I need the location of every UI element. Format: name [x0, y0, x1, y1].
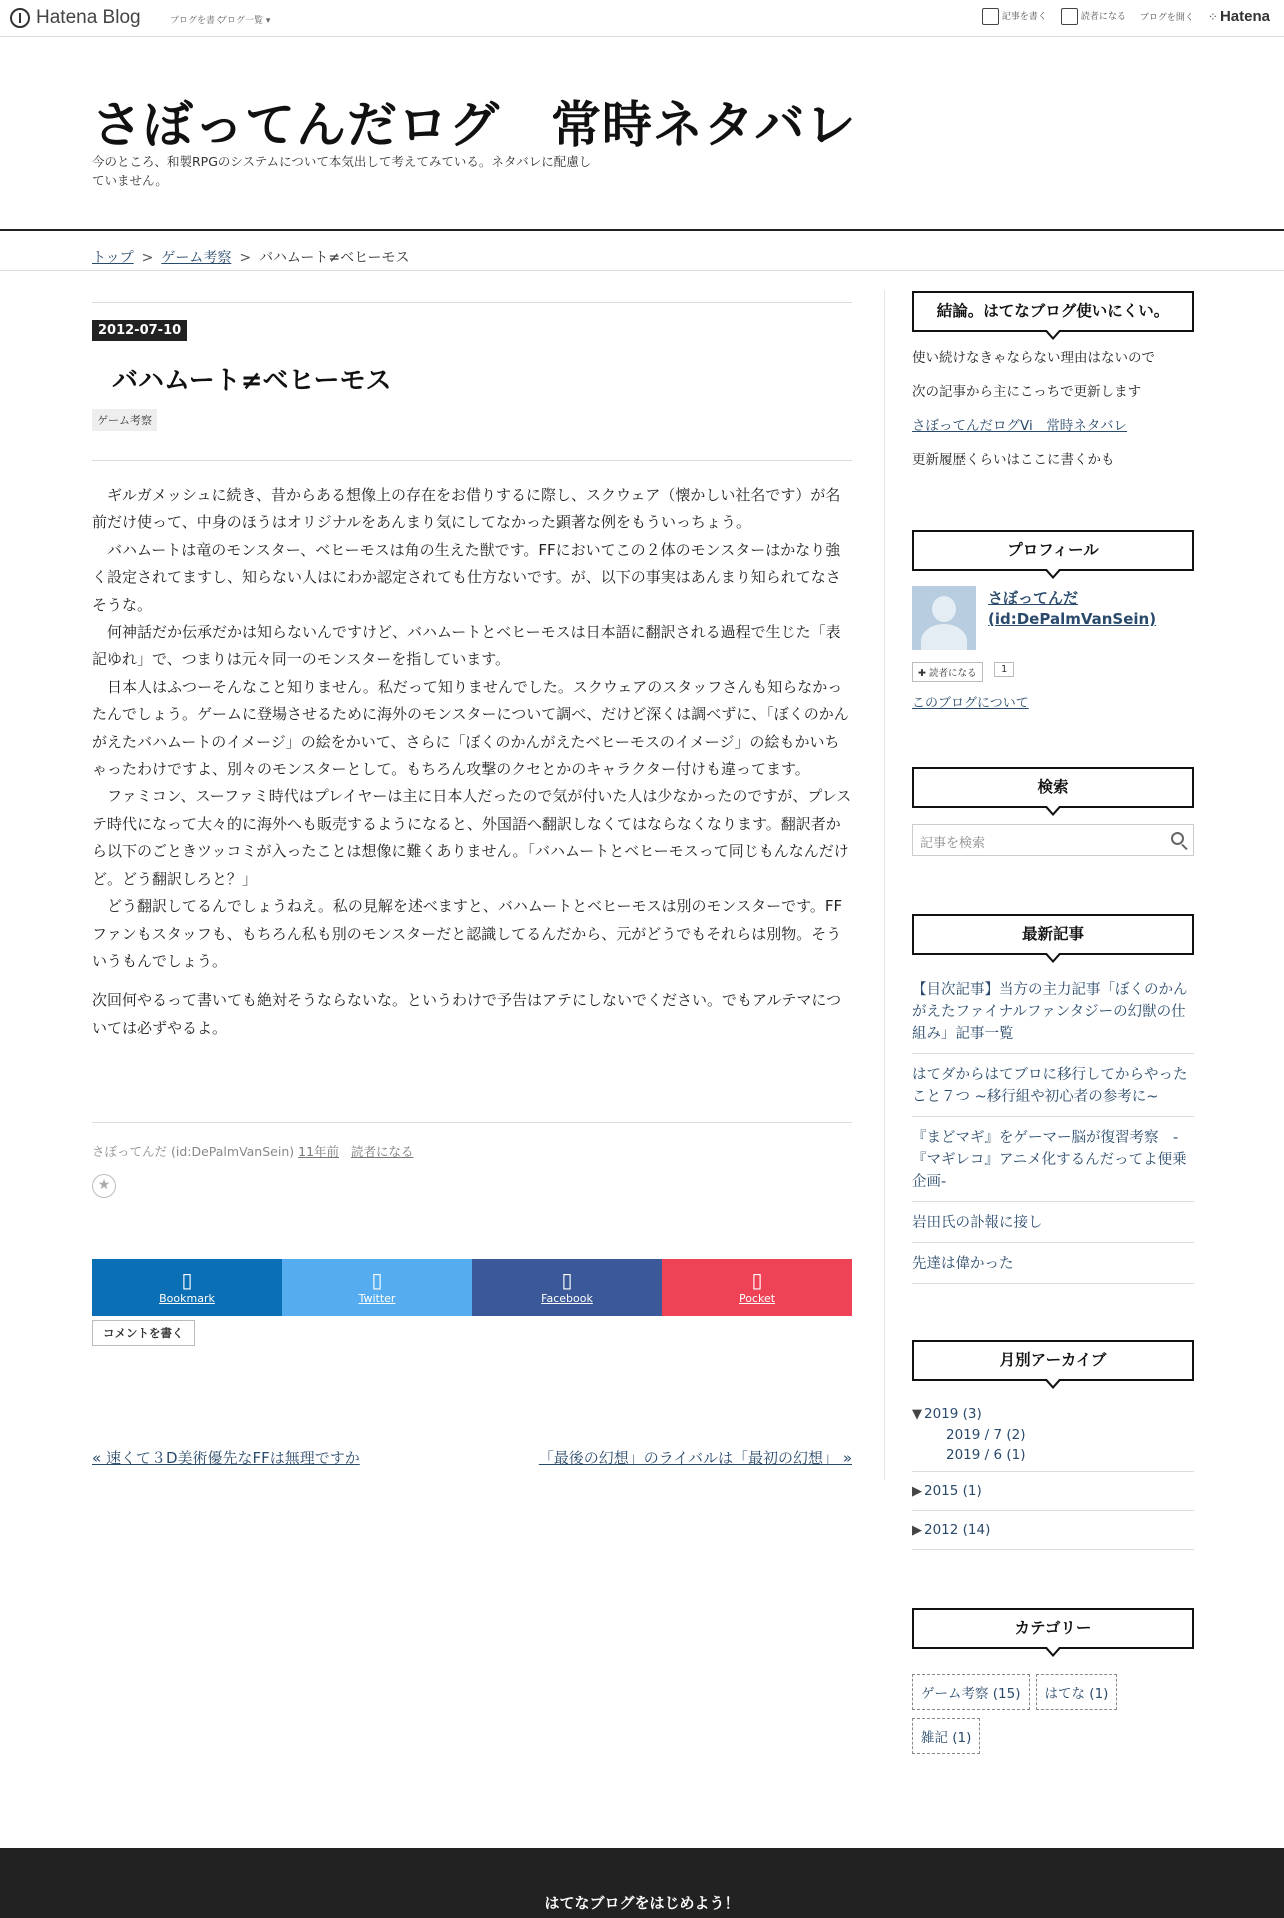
- breadcrumb: トップ > ゲーム考察 > バハムート≠ベヒーモス: [92, 250, 410, 266]
- entry-category-tag[interactable]: ゲーム考察: [92, 409, 157, 431]
- avatar[interactable]: [912, 586, 976, 650]
- pocket-icon: ▯: [751, 1268, 763, 1292]
- divider: [92, 460, 852, 461]
- collapsed-icon: ▶: [912, 1484, 922, 1499]
- recent-entry-link[interactable]: 『まどマギ』をゲーマー脳が復習考察 -『マギレコ』アニメ化するんだってよ便乗企画-: [912, 1117, 1194, 1202]
- search-icon[interactable]: [1171, 832, 1184, 845]
- recent-entry-link[interactable]: 【目次記事】当方の主力記事「ぼくのかんがえたファイナルファンタジーの幻獣の仕組み」記事一覧: [912, 969, 1194, 1054]
- category-list: [912, 1674, 1194, 1762]
- add-star-icon[interactable]: ★: [92, 1174, 116, 1198]
- archive-month[interactable]: 2019 / 7 (2): [946, 1427, 1026, 1443]
- breadcrumb-current: バハムート≠ベヒーモス: [259, 250, 410, 266]
- category-link[interactable]: 雑記 (1): [912, 1718, 980, 1754]
- twitter-icon: ▯: [371, 1268, 383, 1292]
- share-bookmark-button[interactable]: ▯ Bookmark: [92, 1259, 282, 1316]
- subscriber-count: 1: [994, 662, 1014, 677]
- paragraph: 次回何やるって書いても絶対そうならないな。というわけで予告はアテにしないでください。でもアルテマについては必ずやるよ。: [92, 991, 842, 1037]
- pager-prev-link[interactable]: « 速くて３D美術優先なFFは無理ですか: [92, 1449, 360, 1467]
- sidebar-module-profile: [912, 530, 1194, 716]
- sidebar-module-archive: [912, 1340, 1194, 1550]
- entry-author: さぼってんだ (id:DePalmVanSein): [92, 1144, 295, 1159]
- sidebar-module-category: [912, 1608, 1194, 1762]
- hatena-dots-icon: ⁘: [1207, 10, 1218, 24]
- share-facebook-button[interactable]: ▯ Facebook: [472, 1259, 662, 1316]
- breadcrumb-category[interactable]: ゲーム考察: [161, 250, 232, 266]
- free-line: 使い続けなきゃならない理由はないので: [912, 350, 1155, 366]
- module-title: プロフィール: [912, 530, 1194, 571]
- column-divider: [884, 290, 885, 1480]
- write-comment-button[interactable]: コメントを書く: [92, 1320, 195, 1346]
- write-article-link[interactable]: 記事を書く: [982, 8, 1047, 25]
- facebook-icon: ▯: [561, 1268, 573, 1292]
- module-title: カテゴリー: [912, 1608, 1194, 1649]
- archive-list: [912, 1404, 1194, 1550]
- archive-year-2012[interactable]: ▶ 2012 (14): [912, 1522, 991, 1538]
- archive-year-2015[interactable]: ▶ 2015 (1): [912, 1483, 982, 1499]
- archive-year-2019[interactable]: ▼ 2019 (3): [912, 1406, 982, 1422]
- category-link[interactable]: はてな (1): [1036, 1674, 1118, 1710]
- pencil-icon: [982, 8, 999, 25]
- sidebar-module-free: [912, 291, 1194, 484]
- category-link[interactable]: ゲーム考察 (15): [912, 1674, 1030, 1710]
- module-title: 結論。はてなブログ使いにくい。: [912, 291, 1194, 332]
- archive-month[interactable]: 2019 / 6 (1): [946, 1447, 1026, 1463]
- search-input[interactable]: 記事を検索: [912, 824, 1194, 856]
- paragraph: ファミコン、スーファミ時代はプレイヤーは主に日本人だったので気が付いた人は少なかったのですが、プレステ時代になって大々的に海外へも販売するようになると、外国語へ翻訳しなくてはならなくなります。翻訳者から以下のごときツッコミが入ったことは想像に難くありません。「バハムートとベヒーモスって同じもんなんだけど。どう翻訳しろと？」: [92, 787, 852, 888]
- entry-content: [92, 482, 852, 1042]
- free-line: 更新履歴くらいはここに書くかも: [912, 452, 1115, 468]
- breadcrumb-top[interactable]: トップ: [92, 250, 134, 266]
- open-blog-link[interactable]: ブログを開く: [1139, 13, 1194, 23]
- collapsed-icon: ▶: [912, 1523, 922, 1538]
- paragraph: 何神話だか伝承だかは知らないんですけど、バハムートとベヒーモスは日本語に翻訳される過程で生じた「表記ゆれ」で、つまりは元々同一のモンスターを指しています。: [92, 623, 841, 669]
- entry-title[interactable]: バハムート≠ベヒーモス: [112, 366, 392, 396]
- paragraph: 日本人はふつーそんなこと知りません。私だって知りませんでした。スクウェアのスタッフさんも知らなかったんでしょう。ゲームに登場させるために海外のモンスターについて調べ、だけど深くは調べずに、「ぼくのかんがえたバハムートのイメージ」の絵をかいて、さらに「ぼくのかんがえたベヒーモスのイメージ」の絵もかいちゃったわけですよ、別々のモンスターとして。もちろん攻撃のクセとかのキャラクター付けも違ってます。: [92, 677, 849, 779]
- paragraph: どう翻訳してるんでしょうねえ。私の見解を述べますと、バハムートとベヒーモスは別のモンスターです。FFファンもスタッフも、もちろん私も別のモンスターだと認識してるんだから、元がどうでもそれらは別物。そういうもんでしょう。: [92, 897, 843, 970]
- blog-header: [0, 37, 1284, 231]
- pager-next-link[interactable]: 「最後の幻想」のライバルは「最初の幻想」 »: [538, 1449, 852, 1467]
- entry-subscribe-link[interactable]: 読者になる: [350, 1144, 414, 1159]
- sidebar-module-search: [912, 767, 1194, 856]
- start-blog-link[interactable]: はてなブログをはじめよう！: [544, 1894, 740, 1912]
- recent-entry-link[interactable]: はてダからはてブロに移行してからやったこと７つ ~移行組や初心者の参考に~: [912, 1054, 1194, 1117]
- profile-name-link[interactable]: さぼってんだ (id:DePalmVanSein): [988, 589, 1157, 628]
- recent-list: [912, 969, 1194, 1284]
- subscribe-button[interactable]: ✚ 読者になる: [912, 662, 983, 682]
- share-buttons: [92, 1259, 852, 1316]
- entry-date[interactable]: 2012-07-10: [92, 320, 187, 341]
- entry-meta: [92, 1142, 413, 1160]
- subscribe-link[interactable]: 読者になる: [1061, 8, 1126, 25]
- free-text: [912, 348, 1194, 470]
- write-blog-link[interactable]: ブログを書く: [170, 16, 225, 26]
- hatena-logo-icon: [10, 8, 30, 28]
- blog-list-link[interactable]: ブログ一覧 ▾: [218, 16, 271, 26]
- free-line: 次の記事から主にこっちで更新します: [912, 384, 1142, 400]
- share-pocket-button[interactable]: ▯ Pocket: [662, 1259, 852, 1316]
- share-twitter-button[interactable]: ▯ Twitter: [282, 1259, 472, 1316]
- global-header-right: [982, 8, 1270, 25]
- bookmark-icon: ▯: [181, 1268, 193, 1292]
- module-title: 月別アーカイブ: [912, 1340, 1194, 1381]
- expanded-icon: ▼: [912, 1407, 922, 1422]
- about-blog-link[interactable]: このブログについて: [912, 696, 1029, 711]
- module-title: 最新記事: [912, 914, 1194, 955]
- article: [92, 302, 852, 1467]
- divider: [0, 270, 1284, 271]
- list-icon: [1061, 8, 1078, 25]
- divider: [92, 1122, 852, 1123]
- blog-description: 今のところ、和製RPGのシステムについて本気出して考えてみている。ネタバレに配慮していません。: [92, 154, 592, 188]
- paragraph: バハムートは竜のモンスター、ベヒーモスは角の生えた獣です。FFにおいてこの２体のモンスターはかなり強く設定されてますし、知らない人はにわか認定されても仕方ないです。が、以下の事実はあんまり知られてなさそうな。: [92, 540, 841, 614]
- global-header: [0, 0, 1284, 37]
- module-title: 検索: [912, 767, 1194, 808]
- divider: [92, 302, 852, 303]
- recent-entry-link[interactable]: 先達は偉かった: [912, 1243, 1194, 1284]
- hatena-brand[interactable]: ⁘ Hatena: [1207, 8, 1270, 25]
- recent-entry-link[interactable]: 岩田氏の訃報に接し: [912, 1202, 1194, 1243]
- hatena-blog-logo[interactable]: Hatena Blog: [10, 7, 141, 29]
- blog-title[interactable]: さぼってんだログ 常時ネタバレ: [92, 96, 857, 154]
- paragraph: ギルガメッシュに続き、昔からある想像上の存在をお借りするに際し、スクウェア（懐かしい社名です）が名前だけ使って、中身のほうはオリジナルをあんまり気にしてなかった顕著な例をもういっちょう。: [92, 486, 841, 532]
- sidebar-module-recent: [912, 914, 1194, 1284]
- new-blog-link[interactable]: さぼってんだログVi 常時ネタバレ: [912, 418, 1128, 434]
- footer: [0, 1848, 1284, 1918]
- entry-time-link[interactable]: 11年前: [298, 1144, 340, 1159]
